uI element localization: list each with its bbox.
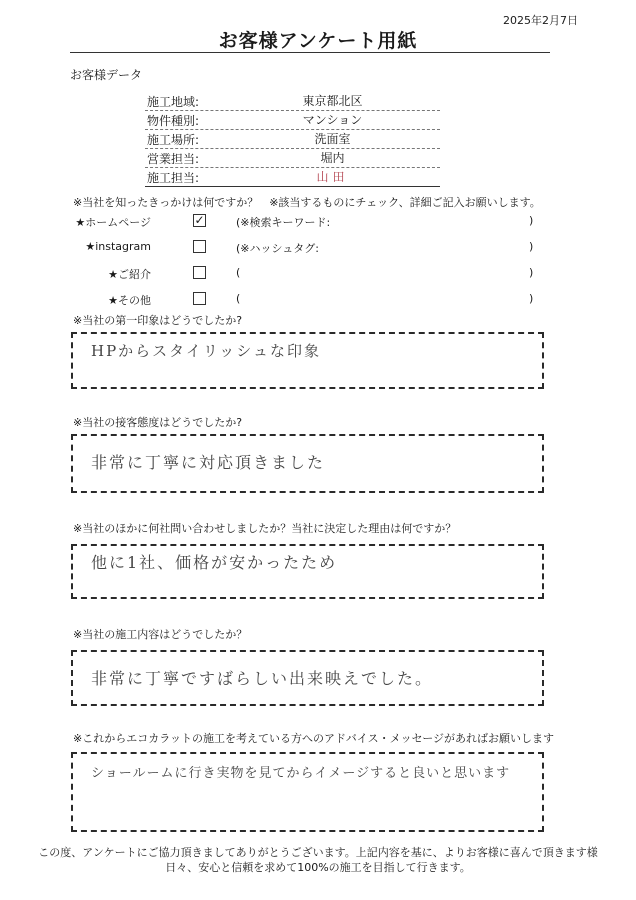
info-value: マンション [302, 113, 363, 127]
question-source: ※当社を知ったきっかけは何ですか？ ※該当するものにチェック、詳細ご記入お願いします。 [73, 196, 541, 209]
answer-handwritten: 非常に丁寧ですばらしい出来映えでした。 [91, 669, 434, 688]
info-row-area [145, 92, 440, 111]
source-label: ★ご紹介 [108, 268, 151, 281]
answer-box-first-impression[interactable] [71, 332, 544, 389]
info-row-location [145, 130, 440, 149]
answer-handwritten: 非常に丁寧に対応頂きました [91, 453, 326, 472]
info-label: 施工場所: [147, 133, 200, 147]
source-row-referral [0, 266, 636, 286]
answer-handwritten: 他に1社、価格が安かったため [91, 553, 338, 572]
page-title: お客様アンケート用紙 [218, 30, 418, 52]
question-construction-quality: ※当社の施工内容はどうでしたか？ [73, 628, 248, 641]
info-value: 洗面室 [314, 132, 351, 146]
question-first-impression: ※当社の第一印象はどうでしたか? [73, 314, 243, 327]
checkbox-other[interactable] [193, 292, 206, 305]
source-note: ( [236, 266, 241, 279]
answer-handwritten: ショールームに行き実物を見てからイメージすると良いと思います [91, 766, 511, 781]
question-customer-service: ※当社の接客態度はどうでしたか? [73, 416, 243, 429]
source-close: ) [529, 214, 534, 227]
footer-message-line1: この度、アンケートにご協力頂きましてありがとうございます。上記内容を基に、よりお客様に喜んで頂きます様 [38, 846, 598, 859]
answer-box-customer-service[interactable] [71, 434, 544, 493]
answer-box-construction-quality[interactable] [71, 650, 544, 706]
source-row-instagram [0, 240, 636, 260]
source-close: ) [529, 292, 534, 305]
question-other-companies: ※当社のほかに何社問い合わせしましたか？当社に決定した理由は何ですか？ [73, 522, 457, 535]
info-label: 施工地域: [147, 95, 200, 109]
source-row-other [0, 292, 636, 312]
source-row-homepage [0, 214, 636, 234]
title-underline [70, 52, 550, 53]
info-label: 物件種別: [147, 114, 200, 128]
info-value-handwritten: 山田 [316, 170, 349, 184]
source-note: (※検索キーワード: [236, 216, 331, 229]
answer-box-other-companies[interactable] [71, 544, 544, 599]
question-advice: ※これからエコカラットの施工を考えている方へのアドバイス・メッセージがあればお願いします [73, 732, 555, 745]
customer-info-table [145, 92, 440, 187]
source-label: ★その他 [108, 294, 151, 307]
info-value: 東京都北区 [302, 94, 363, 108]
survey-date: 2025年2月7日 [503, 14, 578, 27]
source-close: ) [529, 266, 534, 279]
source-close: ) [529, 240, 534, 253]
info-label: 施工担当: [147, 171, 200, 185]
info-label: 営業担当: [147, 152, 200, 166]
answer-handwritten: HPからスタイリッシュな印象 [91, 342, 321, 360]
source-label: ★ホームページ [75, 216, 151, 229]
source-note: (※ハッシュタグ: [236, 242, 319, 255]
source-note: ( [236, 292, 241, 305]
checkbox-instagram[interactable] [193, 240, 206, 253]
info-row-installer [145, 168, 440, 187]
info-row-sales-rep [145, 149, 440, 168]
footer-message-line2: 日々、安心と信頼を求めて100%の施工を目指して行きます。 [165, 861, 471, 874]
checkbox-referral[interactable] [193, 266, 206, 279]
checkbox-homepage[interactable]: ✓ [194, 213, 205, 227]
info-value: 堀内 [320, 151, 345, 165]
source-label: ★instagram [85, 240, 151, 253]
info-row-property-type [145, 111, 440, 130]
customer-section-title: お客様データ [70, 68, 143, 82]
answer-box-advice[interactable] [71, 752, 544, 832]
